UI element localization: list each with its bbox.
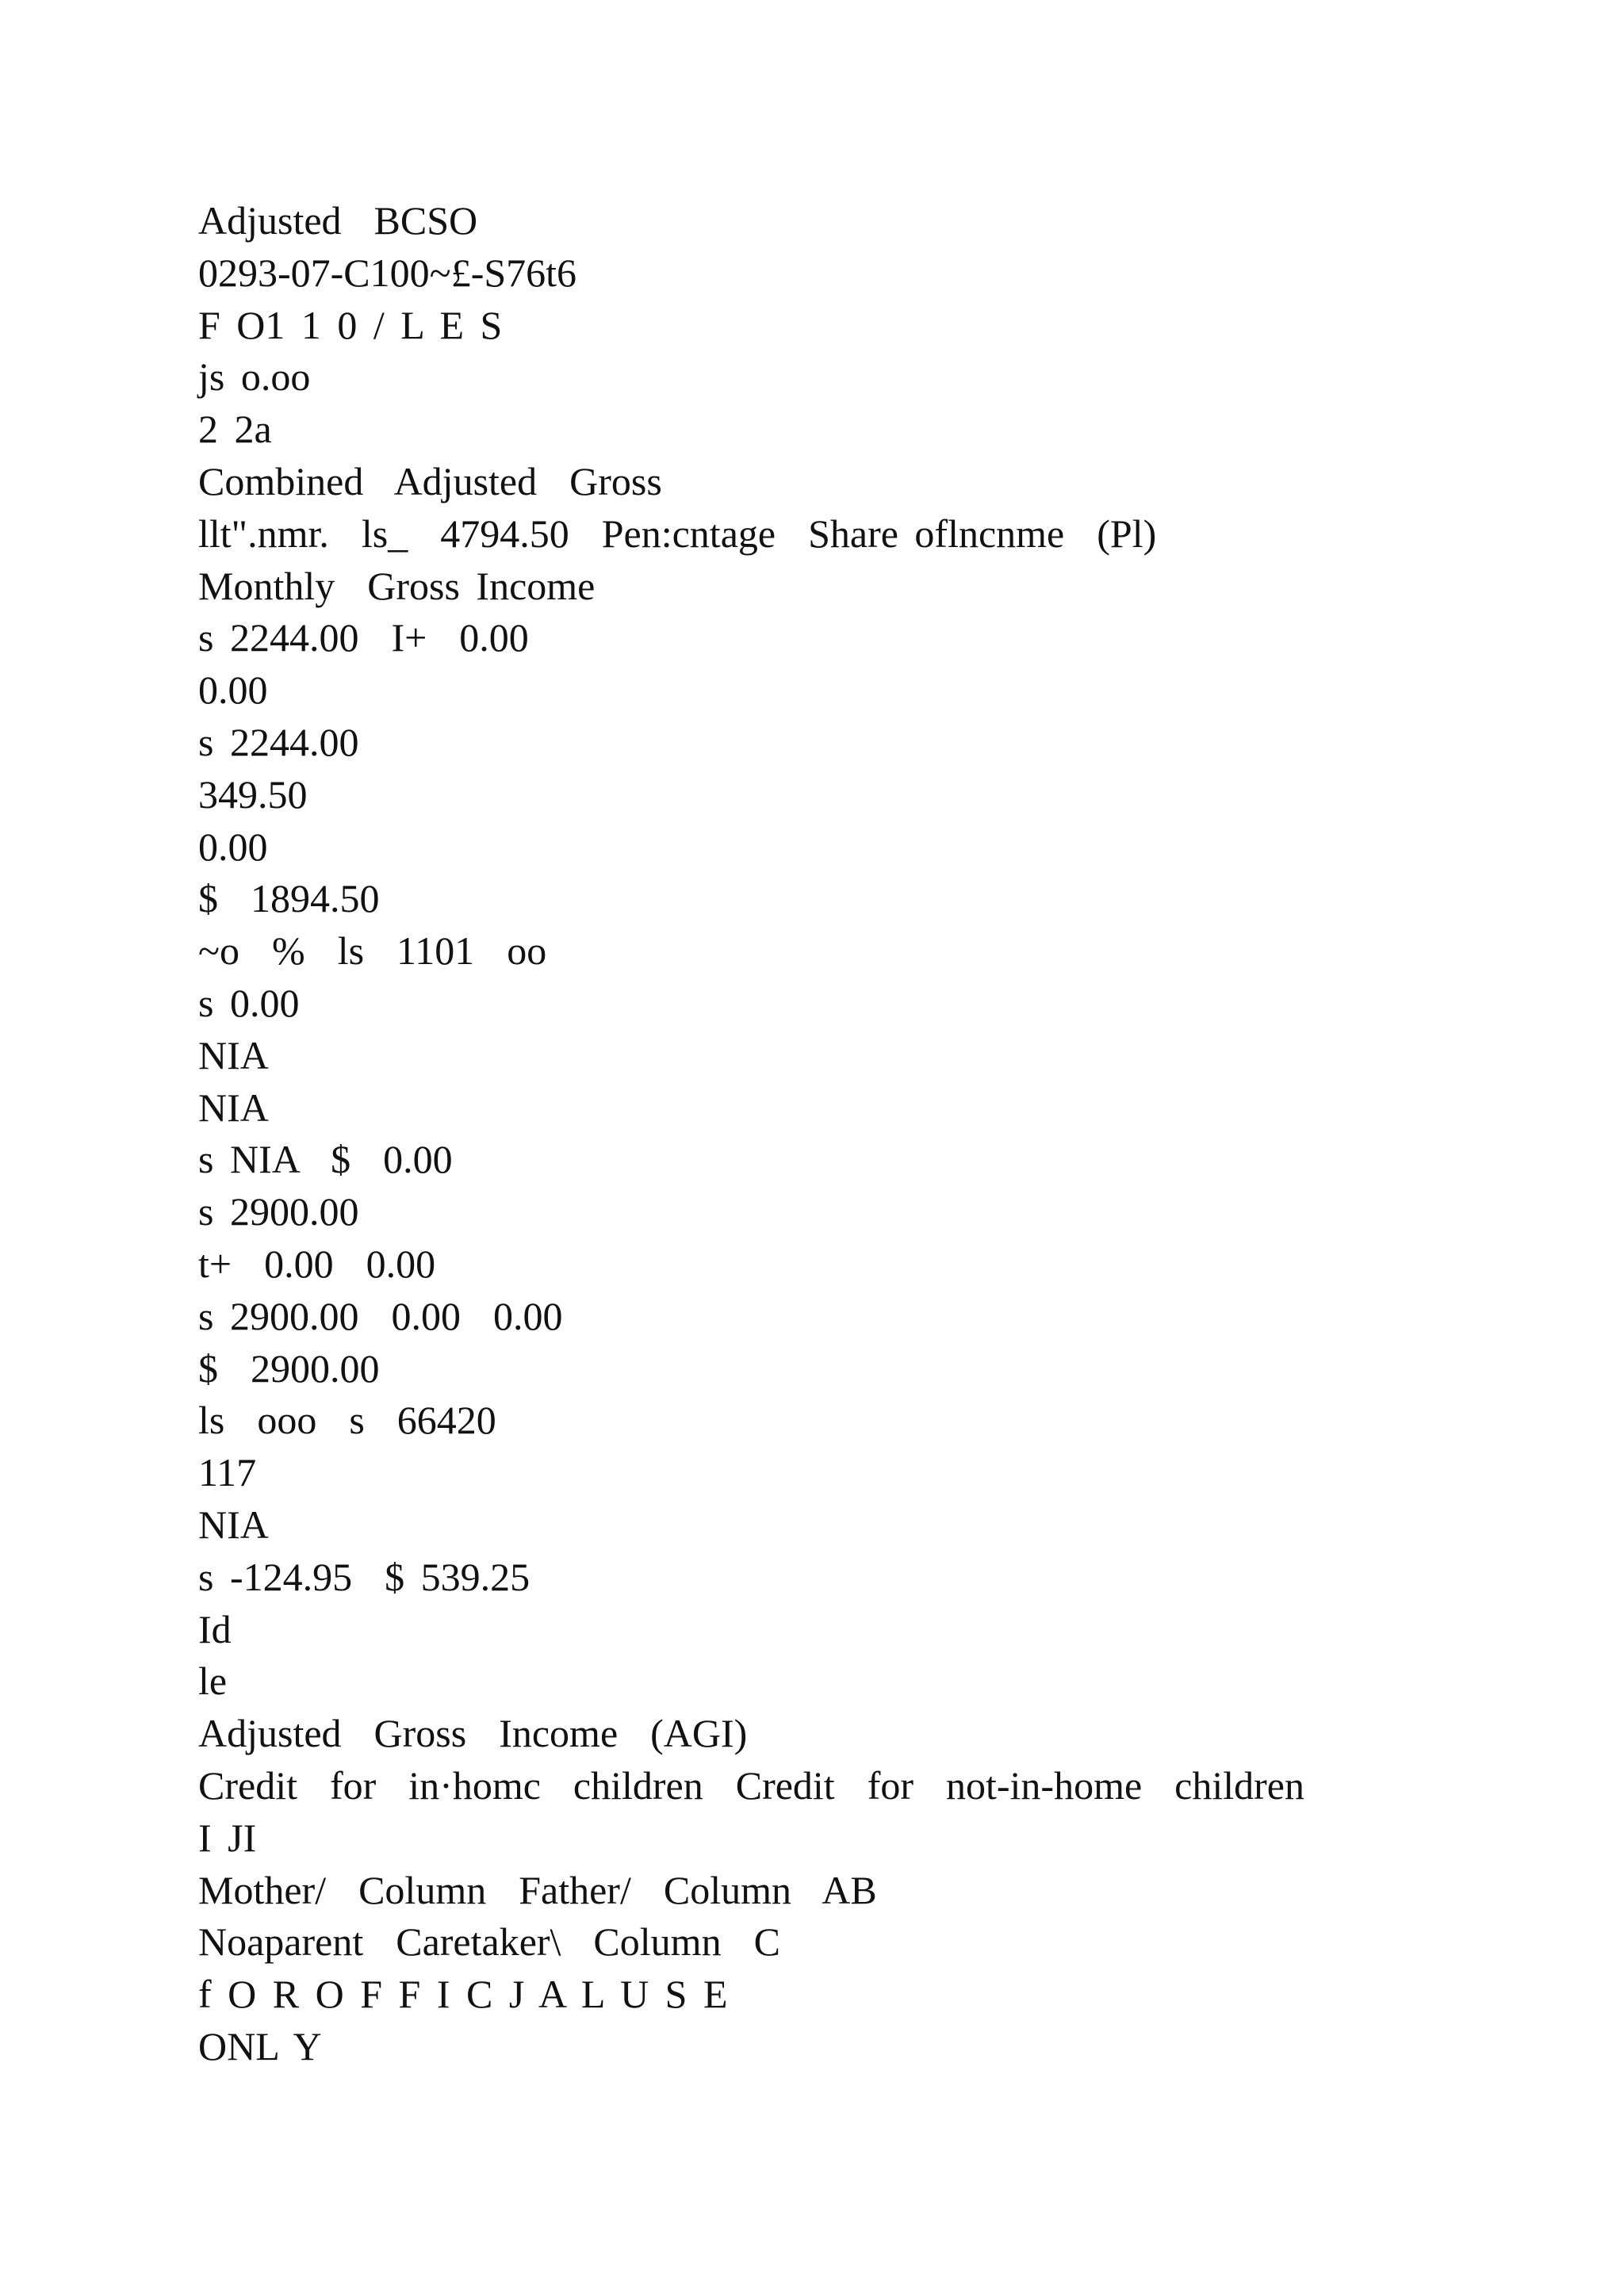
- text-line: 2 2a: [198, 407, 272, 452]
- text-line: le: [198, 1659, 228, 1704]
- text-line: Adjusted BCSO: [198, 198, 478, 243]
- text-line: s NIA $ 0.00: [198, 1137, 453, 1182]
- text-line: s 2900.00 0.00 0.00: [198, 1293, 563, 1338]
- text-line: 349.50: [198, 771, 308, 817]
- text-line: s 2244.00: [198, 719, 359, 764]
- text-line: Monthly Gross Income: [198, 563, 596, 608]
- text-line: Noaparent Caretaker\ Column C: [198, 1919, 780, 1965]
- text-line: 0293-07-C100~£-S76t6: [198, 250, 577, 295]
- text-line: $ 1894.50: [198, 876, 380, 921]
- text-line: f O R O F F I C J A L U S E: [198, 1972, 728, 2017]
- text-line: t+ 0.00 0.00: [198, 1241, 436, 1286]
- text-line: NIA: [198, 1032, 269, 1077]
- text-line: 0.00: [198, 824, 268, 869]
- text-line: llt".nmr. ls_ 4794.50 Pen:cntage Share oflncnme (Pl): [198, 511, 1157, 556]
- text-line: Mother/ Column Father/ Column AB: [198, 1867, 877, 1912]
- text-line: Credit for in·homc children Credit for not-in-home children: [198, 1762, 1304, 1808]
- text-line: $ 2900.00: [198, 1345, 380, 1391]
- text-line: Id: [198, 1606, 232, 1651]
- text-line: 0.00: [198, 668, 268, 713]
- text-line: NIA: [198, 1502, 269, 1547]
- text-line: F O1 1 0 / L E S: [198, 302, 503, 347]
- ocr-text-block: [198, 195, 1594, 2073]
- text-line: 117: [198, 1450, 257, 1495]
- text-line: I JI: [198, 1815, 257, 1860]
- text-line: Adjusted Gross Income (AGI): [198, 1711, 748, 1756]
- text-line: NIA: [198, 1085, 269, 1130]
- text-line: ONL Y: [198, 2023, 322, 2068]
- text-line: Combined Adjusted Gross: [198, 458, 662, 503]
- text-line: ls ooo s 66420: [198, 1398, 496, 1443]
- text-line: s 2244.00 I+ 0.00: [198, 615, 529, 660]
- text-line: ~o % ls 1101 oo: [198, 928, 547, 974]
- text-line: s -124.95 $ 539.25: [198, 1554, 530, 1599]
- text-line: js o.oo: [198, 354, 311, 400]
- text-line: s 0.00: [198, 980, 300, 1025]
- text-line: s 2900.00: [198, 1189, 359, 1234]
